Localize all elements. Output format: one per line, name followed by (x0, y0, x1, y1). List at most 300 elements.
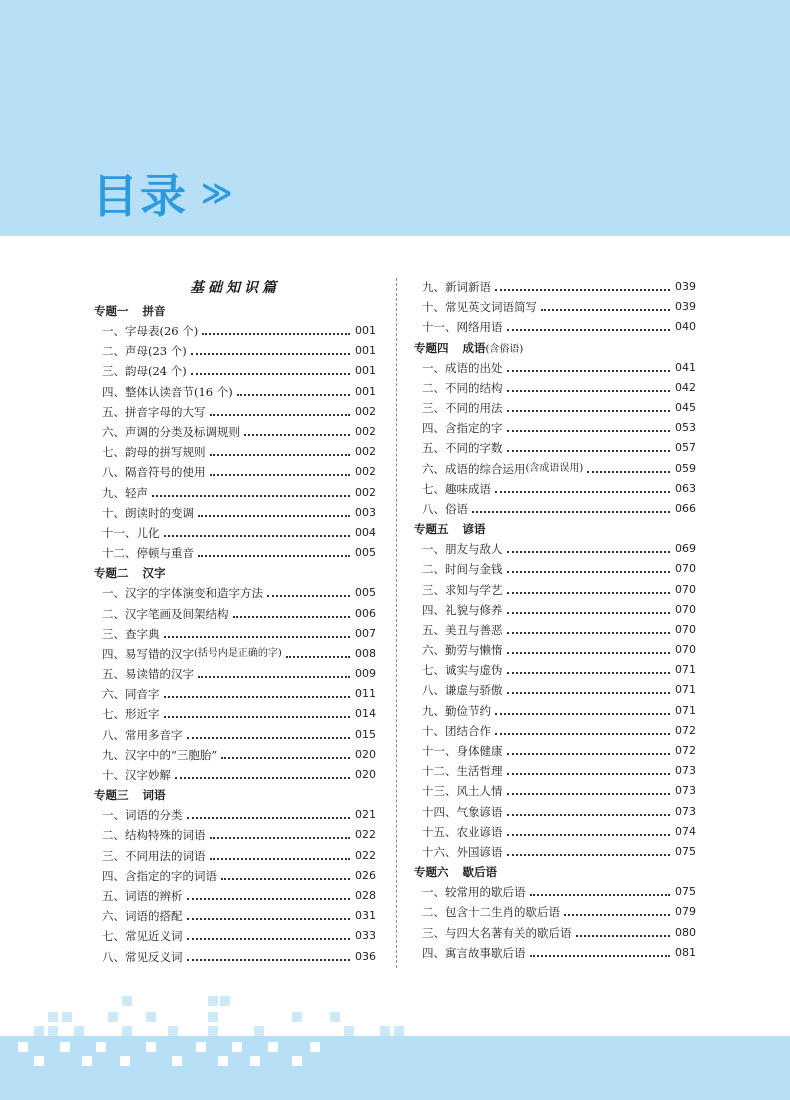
toc-entry[interactable] (94, 684, 376, 704)
entry-page-number: 033 (355, 929, 376, 943)
dot-leader (507, 370, 671, 372)
toc-entry[interactable] (414, 741, 696, 761)
toc-entry[interactable] (94, 644, 376, 664)
entry-page-number: 070 (675, 643, 696, 657)
toc-entry[interactable] (94, 483, 376, 503)
topic-heading (94, 301, 376, 321)
dot-leader (198, 676, 350, 678)
entry-label: 二、结构特殊的词语 (102, 828, 206, 843)
entry-label: 四、整体认读音节(16 个) (102, 384, 233, 399)
entry-label: 三、求知与学艺 (422, 582, 503, 597)
toc-entry[interactable] (414, 559, 696, 579)
dot-leader (187, 918, 351, 920)
entry-label: 六、成语的综合运用 (422, 461, 526, 476)
entry-label: 十六、外国谚语 (422, 844, 503, 859)
pixel-square (380, 1026, 390, 1036)
toc-entry[interactable] (94, 402, 376, 422)
dot-leader (472, 511, 670, 513)
toc-entry[interactable] (414, 418, 696, 438)
entry-label: 四、含指定的字的词语 (102, 868, 217, 883)
dot-leader (164, 535, 351, 537)
topic-number: 专题五 (414, 522, 449, 537)
entry-label: 十二、生活哲理 (422, 764, 503, 779)
entry-page-number: 040 (675, 320, 696, 334)
entry-label: 八、隔音符号的使用 (102, 465, 206, 480)
entry-page-number: 071 (675, 683, 696, 697)
entry-page-number: 005 (355, 586, 376, 600)
toc-entry[interactable] (94, 321, 376, 341)
entry-label: 十五、农业谚语 (422, 824, 503, 839)
entry-page-number: 071 (675, 663, 696, 677)
dot-leader (221, 757, 350, 759)
topic-name: 拼音 (142, 304, 166, 318)
entry-label: 六、勤劳与懒惰 (422, 643, 503, 658)
topic-number: 专题二 (94, 566, 129, 581)
entry-label: 三、不同的用法 (422, 401, 503, 416)
entry-label: 七、韵母的拼写规则 (102, 445, 206, 460)
toc-entry[interactable] (414, 701, 696, 721)
right-lead-entries (414, 277, 696, 338)
pixel-square (120, 1056, 130, 1066)
toc-entry[interactable] (94, 523, 376, 543)
pixel-square (122, 996, 132, 1006)
pixel-square (330, 1012, 340, 1022)
entry-label: 五、拼音字母的大写 (102, 404, 206, 419)
footer-band (0, 1036, 790, 1100)
pixel-square (218, 1056, 228, 1066)
toc-entry[interactable] (414, 882, 696, 902)
dot-leader (233, 616, 351, 618)
entry-page-number: 039 (675, 280, 696, 294)
dot-leader (198, 555, 350, 557)
toc-entry[interactable] (414, 680, 696, 700)
toc-entry[interactable] (414, 943, 696, 963)
topic-name: 汉字 (142, 566, 166, 581)
entry-note: (括号内是正确的字) (194, 647, 282, 659)
pixel-square (18, 1042, 28, 1052)
entry-label: 十四、气象谚语 (422, 804, 503, 819)
entry-label: 一、汉字的字体演变和造字方法 (102, 586, 263, 601)
pixel-square (292, 1056, 302, 1066)
toc-entry[interactable] (94, 583, 376, 603)
entry-page-number: 020 (355, 747, 376, 761)
entry-label: 八、谦虚与骄傲 (422, 683, 503, 698)
toc-entry[interactable] (94, 624, 376, 644)
dot-leader (507, 773, 671, 775)
toc-entry[interactable] (414, 922, 696, 942)
entry-page-number: 074 (675, 824, 696, 838)
pixel-square (48, 1026, 58, 1036)
entry-page-number: 009 (355, 667, 376, 681)
entry-label: 八、常用多音字 (102, 727, 183, 742)
entry-page-number: 004 (355, 525, 376, 539)
toc-entry[interactable] (414, 459, 696, 479)
entry-label: 二、时间与金钱 (422, 562, 503, 577)
entry-label: 七、趣味成语 (422, 481, 491, 496)
topic-name: 词语 (142, 788, 166, 803)
toc-entry[interactable] (94, 946, 376, 966)
dot-leader (530, 955, 671, 957)
dot-leader (507, 652, 671, 654)
entry-label: 四、含指定的字 (422, 421, 503, 436)
pixel-square (196, 1042, 206, 1052)
toc-entry[interactable] (94, 866, 376, 886)
entry-label: 八、俗语 (422, 501, 468, 516)
toc-entry[interactable] (414, 640, 696, 660)
dot-leader (210, 454, 351, 456)
toc-left-column (94, 277, 376, 967)
dot-leader (541, 309, 670, 311)
dot-leader (187, 737, 351, 739)
topic-heading (414, 338, 696, 358)
entry-label: 一、成语的出处 (422, 360, 503, 375)
dot-leader (507, 329, 671, 331)
pixel-square (34, 1026, 44, 1036)
toc-entry[interactable] (414, 721, 696, 741)
entry-page-number: 001 (355, 364, 376, 378)
dot-leader (187, 959, 351, 961)
left-topics (94, 301, 376, 967)
pixel-square (60, 1042, 70, 1052)
topic-number: 专题三 (94, 788, 129, 803)
entry-label: 十一、网络用语 (422, 320, 503, 335)
entry-label: 十一、身体健康 (422, 744, 503, 759)
dot-leader (507, 632, 671, 634)
toc-entry[interactable] (414, 479, 696, 499)
toc-entry[interactable] (94, 462, 376, 482)
entry-label: 六、声调的分类及标调规则 (102, 425, 240, 440)
entry-label: 一、词语的分类 (102, 808, 183, 823)
pixel-square (268, 1042, 278, 1052)
entry-label: 十三、风土人情 (422, 784, 503, 799)
toc-entry[interactable] (414, 277, 696, 297)
pixel-square (74, 1026, 84, 1036)
entry-page-number: 075 (675, 885, 696, 899)
entry-label: 九、新词新语 (422, 280, 491, 295)
dot-leader (286, 656, 350, 658)
entry-label: 二、不同的结构 (422, 380, 503, 395)
entry-page-number: 003 (355, 505, 376, 519)
entry-page-number: 080 (675, 925, 696, 939)
dot-leader (267, 595, 350, 597)
entry-page-number: 015 (355, 727, 376, 741)
dot-leader (507, 834, 671, 836)
entry-label: 九、勤俭节约 (422, 703, 491, 718)
dot-leader (507, 410, 671, 412)
entry-page-number: 011 (355, 687, 376, 701)
pixel-square (254, 1026, 264, 1036)
entry-page-number: 072 (675, 723, 696, 737)
entry-label: 四、易写错的汉字 (102, 646, 194, 661)
dot-leader (210, 414, 351, 416)
toc-entry[interactable] (414, 842, 696, 862)
dot-leader (507, 430, 671, 432)
pixel-square (146, 1012, 156, 1022)
entry-page-number: 053 (675, 421, 696, 435)
entry-label: 五、不同的字数 (422, 441, 503, 456)
dot-leader (210, 837, 351, 839)
entry-label: 一、较常用的歇后语 (422, 885, 526, 900)
entry-page-number: 057 (675, 441, 696, 455)
toc-entry[interactable] (94, 422, 376, 442)
entry-page-number: 070 (675, 602, 696, 616)
pixel-square (292, 1012, 302, 1022)
entry-page-number: 059 (675, 461, 696, 475)
entry-label: 八、常见反义词 (102, 949, 183, 964)
dot-leader (495, 733, 670, 735)
entry-page-number: 081 (675, 945, 696, 959)
toc-entry[interactable] (94, 382, 376, 402)
dot-leader (210, 474, 351, 476)
topic-number: 专题六 (414, 865, 449, 880)
entry-page-number: 028 (355, 888, 376, 902)
topic-heading (414, 862, 696, 882)
topic-heading (94, 785, 376, 805)
entry-label: 十、团结合作 (422, 723, 491, 738)
pixel-square (146, 1042, 156, 1052)
topic-name: 歇后语 (462, 865, 497, 880)
topic-heading (414, 519, 696, 539)
entry-label: 二、声母(23 个) (102, 344, 187, 359)
dot-leader (576, 935, 671, 937)
pixel-square (168, 1026, 178, 1036)
entry-page-number: 001 (355, 344, 376, 358)
dot-leader (221, 878, 350, 880)
dot-leader (187, 938, 351, 940)
pixel-square (108, 1012, 118, 1022)
entry-page-number: 072 (675, 744, 696, 758)
entry-page-number: 005 (355, 546, 376, 560)
pixel-square (34, 1056, 44, 1066)
toc-entry[interactable] (94, 361, 376, 381)
entry-page-number: 070 (675, 562, 696, 576)
toc-entry[interactable] (414, 802, 696, 822)
toc-entry[interactable] (94, 846, 376, 866)
entry-page-number: 071 (675, 703, 696, 717)
toc-entry[interactable] (414, 761, 696, 781)
entry-page-number: 042 (675, 380, 696, 394)
pixel-square (96, 1042, 106, 1052)
toc-entry[interactable] (414, 297, 696, 317)
entry-page-number: 001 (355, 384, 376, 398)
entry-page-number: 070 (675, 622, 696, 636)
entry-label: 五、词语的辨析 (102, 888, 183, 903)
dot-leader (244, 434, 350, 436)
pixel-square (208, 996, 218, 1006)
toc-entry[interactable] (414, 358, 696, 378)
dot-leader (507, 390, 671, 392)
toc-entry[interactable] (94, 906, 376, 926)
topic-note: (含俗语) (485, 343, 524, 355)
entry-label: 三、不同用法的词语 (102, 848, 206, 863)
entry-page-number: 073 (675, 764, 696, 778)
entry-label: 十、汉字妙解 (102, 768, 171, 783)
entry-label: 十二、停顿与重音 (102, 546, 194, 561)
pixel-square (62, 1012, 72, 1022)
entry-label: 十一、儿化 (102, 525, 160, 540)
entry-label: 七、常见近义词 (102, 929, 183, 944)
entry-page-number: 002 (355, 445, 376, 459)
topic-heading (94, 563, 376, 583)
entry-page-number: 002 (355, 404, 376, 418)
dot-leader (507, 612, 671, 614)
entry-page-number: 008 (355, 646, 376, 660)
dot-leader (202, 333, 350, 335)
toc-entry[interactable] (414, 660, 696, 680)
entry-page-number: 070 (675, 582, 696, 596)
entry-page-number: 041 (675, 360, 696, 374)
entry-page-number: 063 (675, 481, 696, 495)
pixel-square (122, 1026, 132, 1036)
entry-page-number: 073 (675, 804, 696, 818)
double-chevron-icon: ≫ (201, 176, 229, 211)
dot-leader (507, 854, 671, 856)
entry-page-number: 075 (675, 844, 696, 858)
toc-entry[interactable] (94, 664, 376, 684)
dot-leader (237, 394, 350, 396)
pixel-square (344, 1026, 354, 1036)
dot-leader (507, 753, 671, 755)
entry-label: 三、查字典 (102, 626, 160, 641)
entry-page-number: 001 (355, 324, 376, 338)
toc-right-column (414, 277, 696, 963)
toc-entry[interactable] (94, 442, 376, 462)
entry-label: 七、形近字 (102, 707, 160, 722)
toc-entry[interactable] (414, 317, 696, 337)
entry-page-number: 066 (675, 501, 696, 515)
dot-leader (587, 471, 670, 473)
toc-entry[interactable] (414, 902, 696, 922)
dot-leader (507, 672, 671, 674)
entry-label: 六、词语的搭配 (102, 909, 183, 924)
entry-label: 四、礼貌与修养 (422, 602, 503, 617)
pixel-square (394, 1026, 404, 1036)
pixel-square (208, 1012, 218, 1022)
entry-label: 十、常见英文词语简写 (422, 300, 537, 315)
dot-leader (187, 898, 351, 900)
toc-entry[interactable] (414, 398, 696, 418)
dot-leader (564, 914, 670, 916)
topic-number: 专题四 (414, 340, 449, 355)
toc-entry[interactable] (414, 539, 696, 559)
toc-entry[interactable] (414, 600, 696, 620)
entry-label: 三、韵母(24 个) (102, 364, 187, 379)
toc-entry[interactable] (94, 341, 376, 361)
dot-leader (191, 373, 350, 375)
toc-entry[interactable] (94, 745, 376, 765)
entry-page-number: 036 (355, 949, 376, 963)
dot-leader (210, 858, 351, 860)
entry-label: 七、诚实与虚伪 (422, 663, 503, 678)
toc-entry[interactable] (94, 886, 376, 906)
dot-leader (495, 289, 670, 291)
toc-entry[interactable] (94, 805, 376, 825)
dot-leader (507, 692, 671, 694)
pixel-square (232, 1042, 242, 1052)
topic-name: 谚语 (462, 522, 486, 537)
toc-entry[interactable] (414, 781, 696, 801)
dot-leader (198, 515, 350, 517)
entry-page-number: 002 (355, 425, 376, 439)
toc-entry[interactable] (414, 499, 696, 519)
section-heading: 基础知识篇 (190, 280, 280, 296)
dot-leader (164, 636, 351, 638)
entry-page-number: 002 (355, 465, 376, 479)
entry-label: 三、与四大名著有关的歇后语 (422, 925, 572, 940)
toc-entry[interactable] (414, 579, 696, 599)
entry-label: 六、同音字 (102, 687, 160, 702)
entry-label: 一、字母表(26 个) (102, 324, 199, 339)
entry-label: 十、朗读时的变调 (102, 505, 194, 520)
pixel-square (250, 1056, 260, 1066)
toc-entry[interactable] (414, 822, 696, 842)
toc-entry[interactable] (94, 543, 376, 563)
toc-entry[interactable] (94, 503, 376, 523)
entry-page-number: 006 (355, 606, 376, 620)
toc-entry[interactable] (94, 704, 376, 724)
toc-entry[interactable] (414, 438, 696, 458)
entry-label: 九、汉字中的“三胞胎” (102, 747, 218, 762)
dot-leader (507, 450, 671, 452)
toc-entry[interactable] (94, 603, 376, 623)
topic-number: 专题一 (94, 304, 129, 318)
dot-leader (507, 592, 671, 594)
topic-name: 成语 (462, 340, 486, 355)
toc-entry[interactable] (94, 825, 376, 845)
toc-entry[interactable] (94, 765, 376, 785)
entry-page-number: 039 (675, 300, 696, 314)
dot-leader (507, 793, 671, 795)
entry-page-number: 007 (355, 626, 376, 640)
column-divider (396, 278, 397, 968)
pixel-square (310, 1042, 320, 1052)
entry-label: 九、轻声 (102, 485, 148, 500)
pixel-square (82, 1056, 92, 1066)
entry-page-number: 002 (355, 485, 376, 499)
pixel-square (48, 1012, 58, 1022)
toc-entry[interactable] (94, 725, 376, 745)
dot-leader (164, 696, 351, 698)
entry-label: 五、美丑与善恶 (422, 622, 503, 637)
entry-label: 一、朋友与敌人 (422, 542, 503, 557)
entry-page-number: 045 (675, 401, 696, 415)
entry-page-number: 026 (355, 868, 376, 882)
entry-page-number: 031 (355, 909, 376, 923)
entry-page-number: 022 (355, 848, 376, 862)
entry-page-number: 022 (355, 828, 376, 842)
entry-label: 四、寓言故事歇后语 (422, 945, 526, 960)
dot-leader (495, 713, 670, 715)
entry-label: 五、易读错的汉字 (102, 667, 194, 682)
dot-leader (164, 716, 351, 718)
entry-label: 二、汉字笔画及间架结构 (102, 606, 229, 621)
toc-entry[interactable] (414, 620, 696, 640)
dot-leader (175, 777, 350, 779)
toc-entry[interactable] (94, 926, 376, 946)
page-title: 目录 (92, 169, 188, 223)
entry-page-number: 014 (355, 707, 376, 721)
dot-leader (495, 491, 670, 493)
toc-entry[interactable] (414, 378, 696, 398)
entry-note: (含成语误用) (525, 462, 584, 474)
entry-page-number: 073 (675, 784, 696, 798)
entry-label: 二、包含十二生肖的歇后语 (422, 905, 560, 920)
entry-page-number: 069 (675, 542, 696, 556)
entry-page-number: 021 (355, 808, 376, 822)
dot-leader (507, 551, 671, 553)
pixel-square (172, 1056, 182, 1066)
dot-leader (507, 814, 671, 816)
